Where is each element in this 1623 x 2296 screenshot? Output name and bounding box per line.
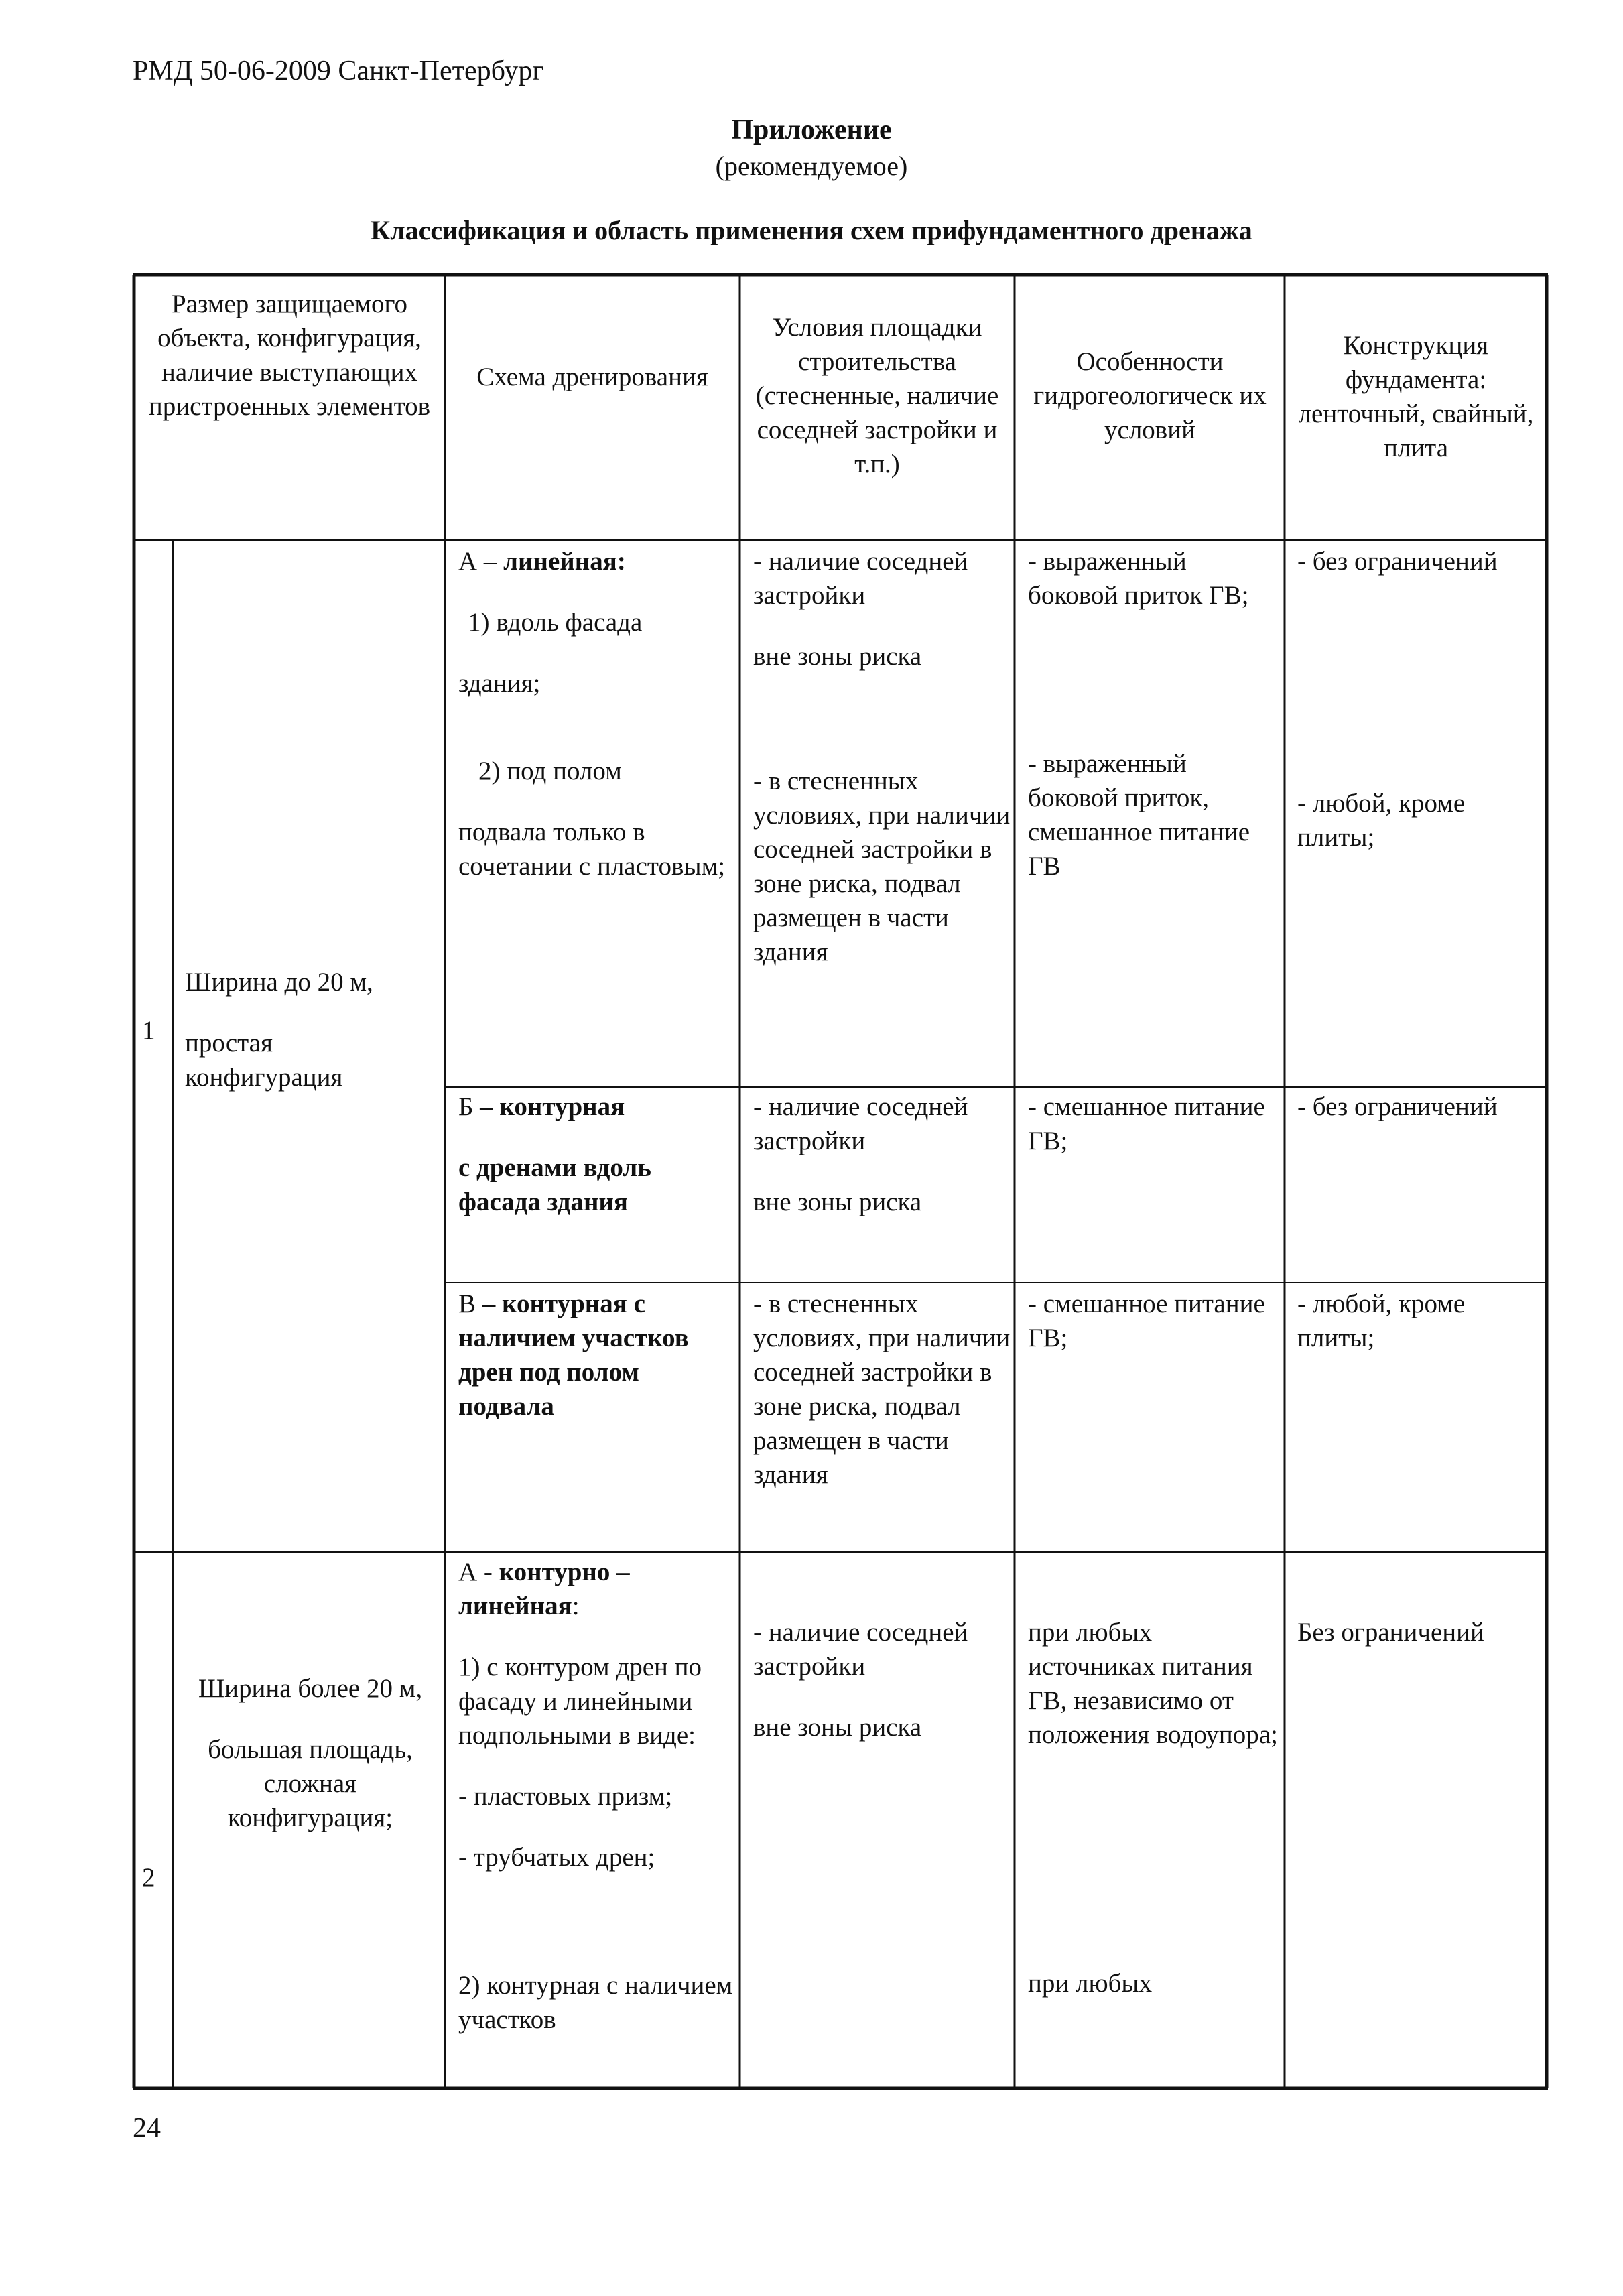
scheme-cell bbox=[458, 1287, 733, 1423]
header-site-conditions: Условия площадки строительства (стесненные, наличие соседней застройки и т.п.) bbox=[755, 313, 999, 479]
object-size-configuration: большая площадь, сложная конфигурация; bbox=[208, 1735, 413, 1832]
hydrogeology-text: - выраженный боковой приток ГВ; bbox=[1028, 547, 1249, 610]
row-number: 2 bbox=[142, 1863, 155, 1892]
site-conditions-text: - в стесненных условиях, при наличии соседней застройки в зоне риска, подвал размещен в части здания bbox=[753, 1289, 1011, 1489]
hydrogeology-cell bbox=[1028, 544, 1281, 883]
scheme-item: здания; bbox=[458, 669, 541, 698]
scheme-cell bbox=[458, 1555, 736, 2037]
header-foundation: Конструкция фундамента: ленточный, свайный, плита bbox=[1298, 331, 1534, 462]
foundation-cell bbox=[1297, 544, 1543, 854]
scheme-bullet: - трубчатых дрен; bbox=[458, 1843, 655, 1872]
scheme-title-prefix: Б – bbox=[458, 1092, 500, 1121]
hydrogeology-cell bbox=[1028, 1615, 1281, 2000]
scheme-item: подвала только в сочетании с пластовым; bbox=[458, 818, 726, 881]
scheme-title-prefix: А – bbox=[458, 547, 504, 576]
scheme-title-prefix: А - bbox=[458, 1557, 499, 1586]
header-size: Размер защищаемого объекта, конфигурация, наличие выступающих пристроенных элементов bbox=[148, 290, 431, 421]
document-title: Классификация и область применения схем прифундаментного дренажа bbox=[371, 215, 1252, 245]
object-size-cell bbox=[180, 1671, 441, 1835]
annex-title: Приложение bbox=[731, 115, 892, 145]
foundation-text: - без ограничений bbox=[1297, 547, 1498, 576]
header-hydrogeology: Особенности гидрогеологическ их условий bbox=[1033, 347, 1267, 444]
scheme-title-prefix: В – bbox=[458, 1289, 503, 1318]
scheme-title bbox=[458, 544, 733, 578]
scheme-title-continuation: с дренами вдоль фасада здания bbox=[458, 1153, 651, 1216]
scheme-cell bbox=[458, 1090, 733, 1219]
foundation-text: - любой, кроме плиты; bbox=[1297, 789, 1466, 852]
site-conditions-text: вне зоны риска bbox=[753, 1713, 922, 1742]
foundation-text: - без ограничений bbox=[1297, 1092, 1498, 1121]
scheme-title-bold: контурная bbox=[499, 1092, 625, 1121]
site-conditions-text: - наличие соседней застройки bbox=[753, 1092, 968, 1155]
scheme-title bbox=[458, 1287, 733, 1423]
document-code-header: РМД 50-06-2009 Санкт-Петербург bbox=[133, 56, 544, 86]
scheme-item: 2) контурная с наличием участков bbox=[458, 1971, 733, 2034]
hydrogeology-text: при любых источниках питания ГВ, независимо от положения водоупора; bbox=[1028, 1618, 1278, 1749]
scheme-item: 1) с контуром дрен по фасаду и линейными подпольными в виде: bbox=[458, 1653, 702, 1750]
annex-subtitle: (рекомендуемое) bbox=[715, 151, 908, 181]
site-conditions-cell bbox=[753, 1090, 1011, 1219]
hydrogeology-text: - смешанное питание ГВ; bbox=[1028, 1092, 1265, 1155]
site-conditions-text: вне зоны риска bbox=[753, 642, 922, 671]
scheme-title-bold: линейная: bbox=[503, 547, 626, 576]
site-conditions-text: вне зоны риска bbox=[753, 1188, 922, 1216]
header-scheme: Схема дренирования bbox=[476, 363, 708, 391]
foundation-text: - любой, кроме плиты; bbox=[1297, 1289, 1466, 1352]
object-size-width: Ширина до 20 м, bbox=[185, 968, 373, 997]
hydrogeology-text: при любых bbox=[1028, 1969, 1153, 1998]
hydrogeology-text: - выраженный боковой приток, смешанное питание ГВ bbox=[1028, 749, 1250, 881]
page-number: 24 bbox=[133, 2113, 161, 2144]
scheme-bullet: - пластовых призм; bbox=[458, 1782, 673, 1811]
object-size-width: Ширина более 20 м, bbox=[198, 1674, 423, 1703]
object-size-configuration: простая конфигурация bbox=[185, 1029, 343, 1092]
site-conditions-text: - наличие соседней застройки bbox=[753, 1618, 968, 1681]
object-size-cell bbox=[185, 965, 437, 1094]
scheme-item: 1) вдоль фасада bbox=[468, 608, 643, 637]
scheme-title bbox=[458, 1555, 736, 1623]
site-conditions-text: - наличие соседней застройки bbox=[753, 547, 968, 610]
site-conditions-text: - в стесненных условиях, при наличии соседней застройки в зоне риска, подвал размещен в части здания bbox=[753, 767, 1011, 966]
foundation-text: Без ограничений bbox=[1297, 1618, 1484, 1647]
scheme-item: 2) под полом bbox=[478, 757, 622, 785]
row-number: 1 bbox=[142, 1016, 155, 1045]
site-conditions-cell bbox=[753, 1615, 1011, 1744]
site-conditions-cell bbox=[753, 544, 1011, 969]
scheme-title-bold: контурно – линейная bbox=[458, 1557, 630, 1620]
scheme-cell bbox=[458, 544, 733, 883]
scheme-title-suffix: : bbox=[572, 1592, 580, 1620]
hydrogeology-text: - смешанное питание ГВ; bbox=[1028, 1289, 1265, 1352]
scheme-title bbox=[458, 1090, 733, 1124]
scheme-title-bold: контурная с наличием участков дрен под полом подвала bbox=[458, 1289, 689, 1421]
